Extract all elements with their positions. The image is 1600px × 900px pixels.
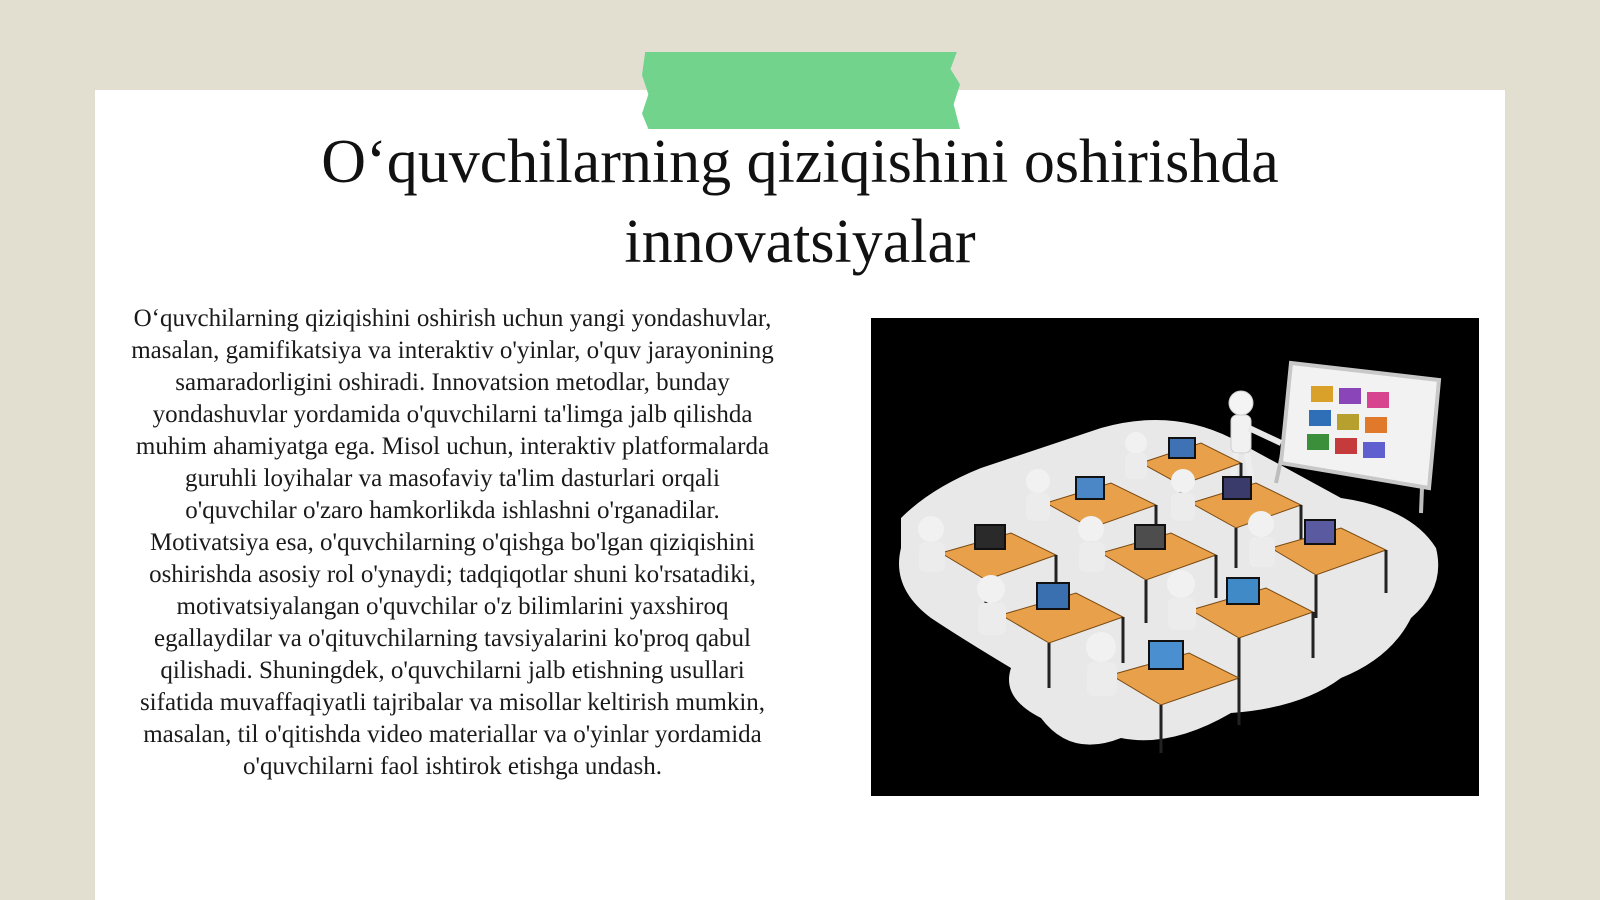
- slide-body-text: O‘quvchilarning qiziqishini oshirish uchun yangi yondashuvlar, masalan, gamifikatsiya va interaktiv o'yinlar, o'quv jarayonining samaradorligini oshiradi. Innovatsion metodlar, bunday yondashuvlar yordamida o'quvchilarni ta'limga jalb qilishda muhim ahamiyatga ega. Misol uchun, interaktiv platformalarda guruhli loyihalar va masofaviy ta'lim dasturlari orqali o'quvchilar o'zaro hamkorlikda ishlashni o'rganadilar. Motivatsiya esa, o'quvchilarning o'qishga bo'lgan qiziqishini oshirishda asosiy rol o'ynaydi; tadqiqotlar shuni ko'rsatadiki, motivatsiyalangan o'quvchilar o'z bilimlarini yaxshiroq egallaydilar va o'qituvchilarning tavsiyalarini ko'proq qabul qilishadi. Shuningdek, o'quvchilarni jalb etishning usullari sifatida muvaffaqiyatli tajribalar va misollar keltirish mumkin, masalan, til o'qitishda video materiallar va o'yinlar yordamida o'quvchilarni faol ishtirok etishga undash.: [131, 305, 774, 780]
- tape-decoration: [642, 52, 960, 129]
- classroom-illustration-graphic: [871, 318, 1479, 796]
- classroom-illustration: [871, 318, 1479, 796]
- slide-title: O‘quvchilarning qiziqishini oshirishda innovatsiyalar: [321, 128, 1279, 276]
